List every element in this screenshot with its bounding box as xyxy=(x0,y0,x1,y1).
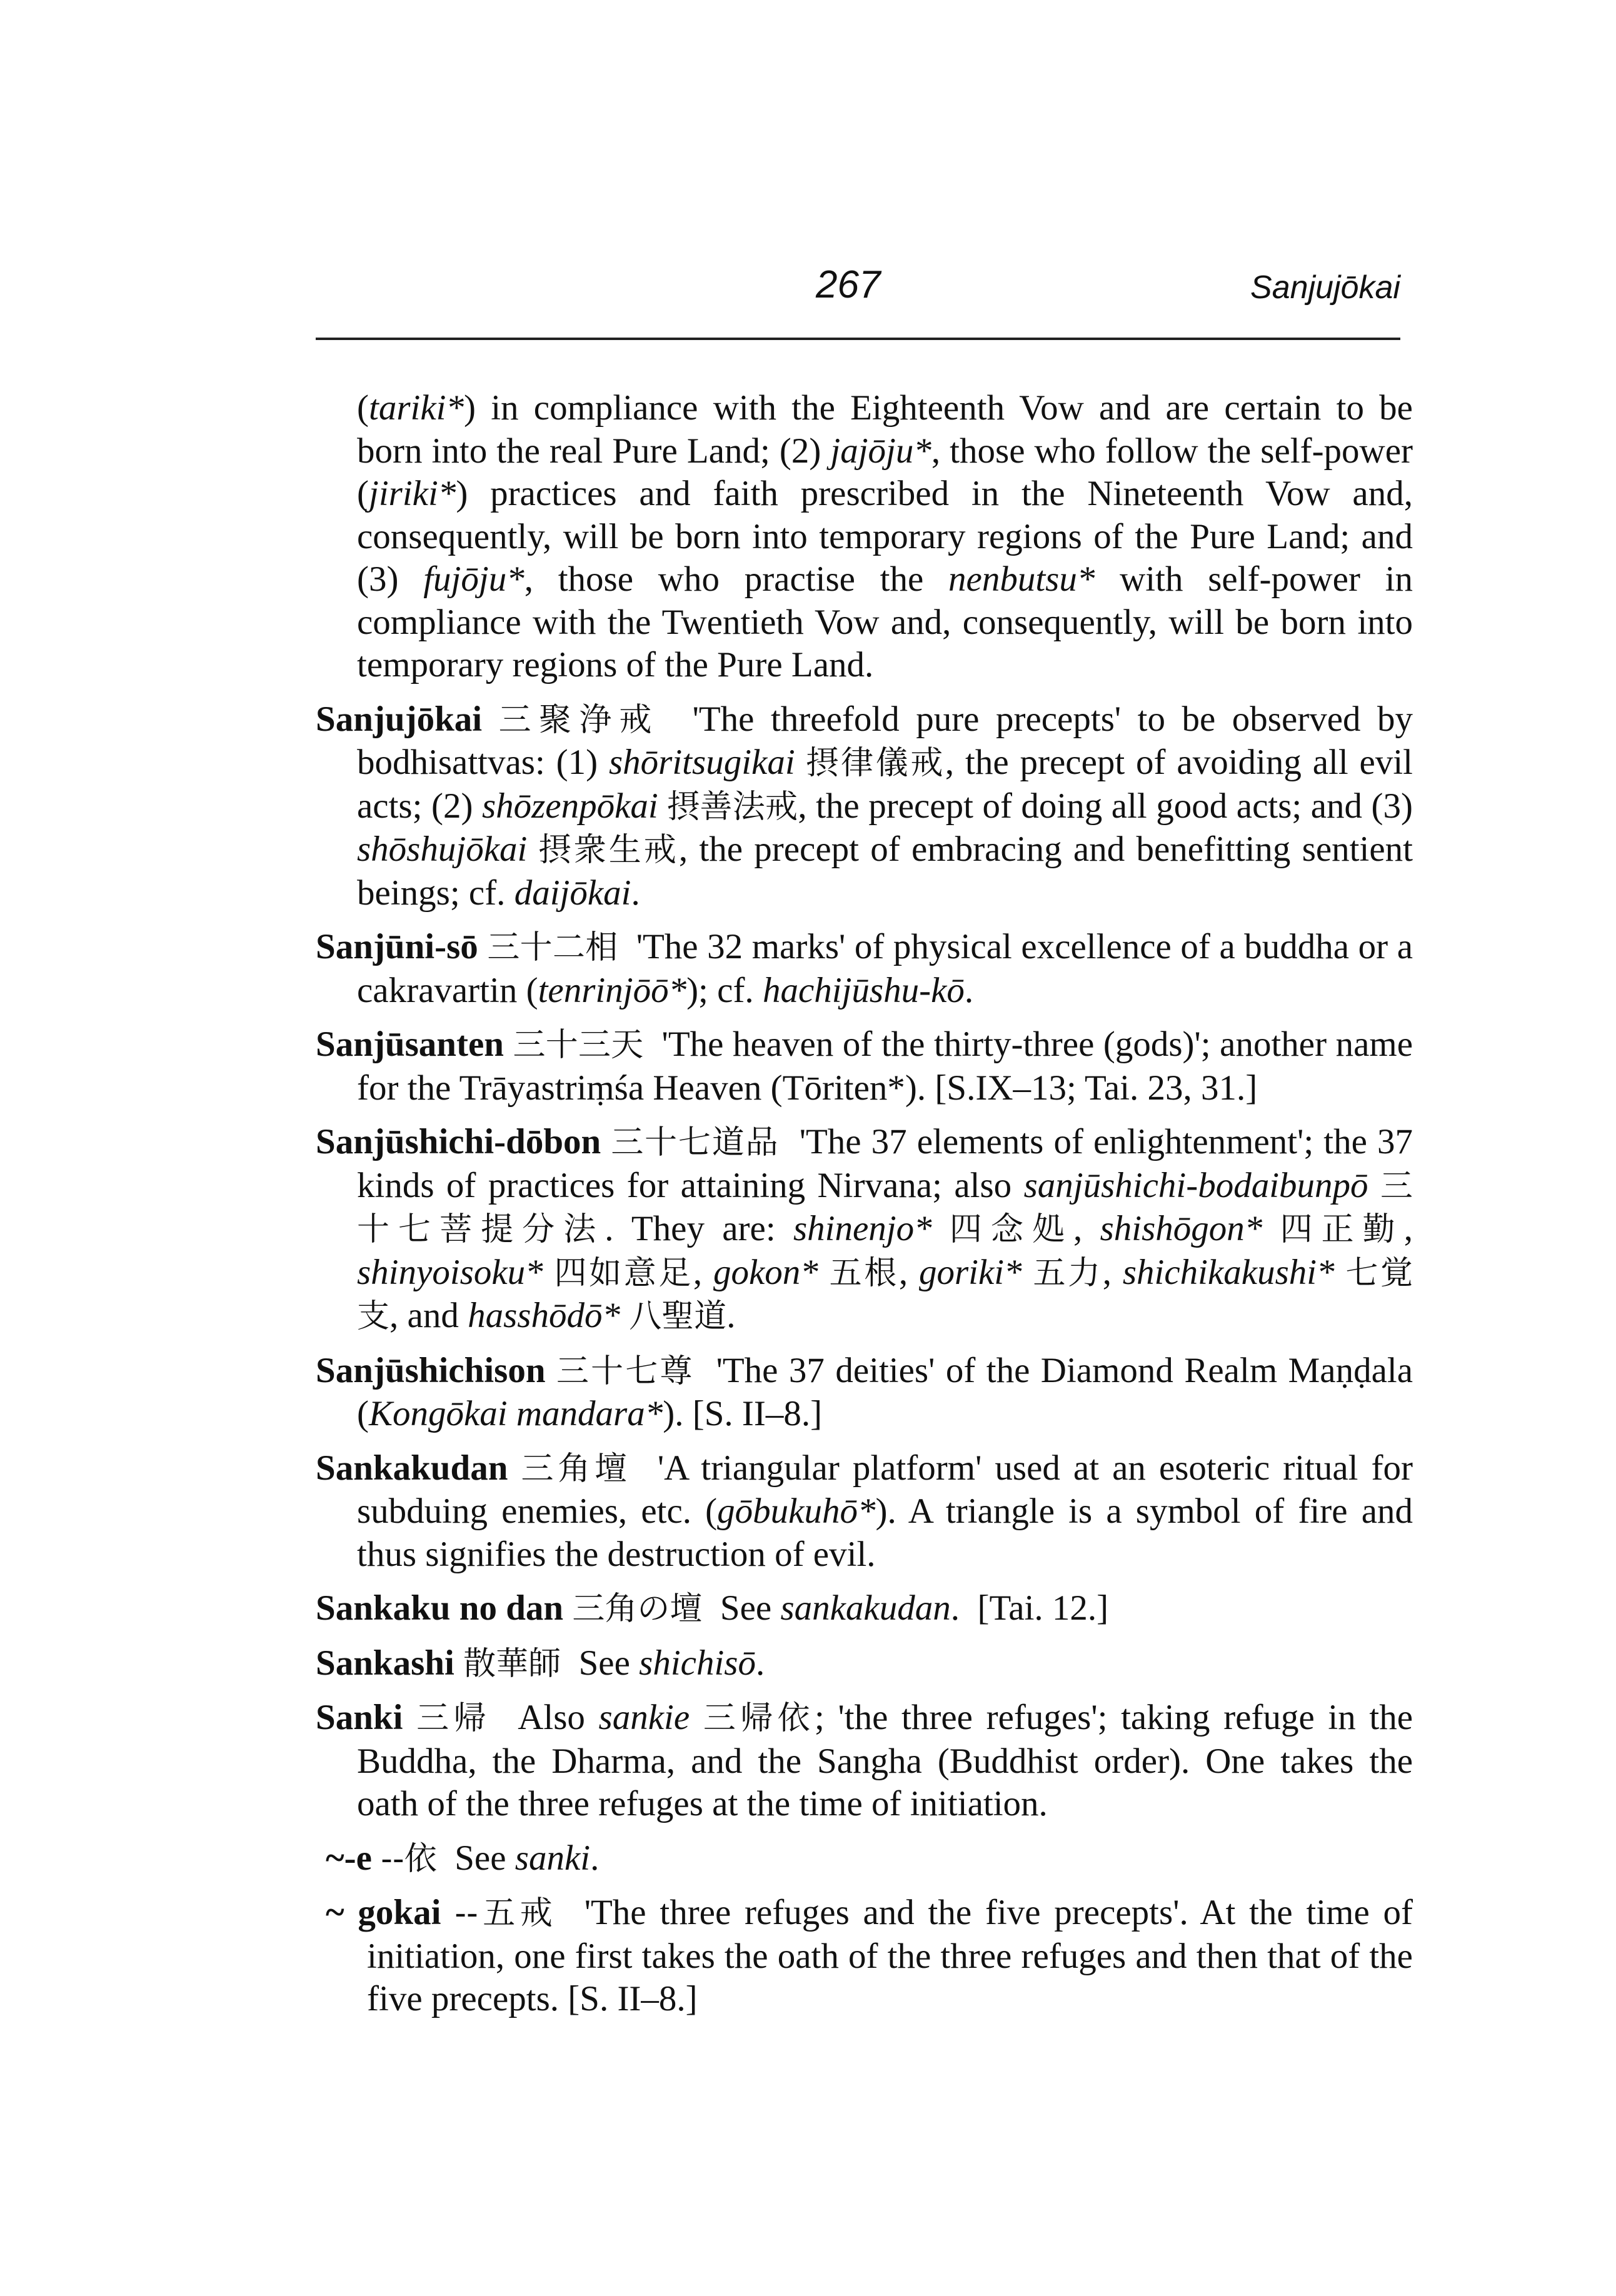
source-reference: [S. II–8.] xyxy=(692,1394,823,1433)
subentry-sanki-e: ~-e --依 See sanki. xyxy=(326,1838,600,1878)
running-head: Sanjujōkai xyxy=(1250,269,1400,306)
headword-kanji: --五戒 xyxy=(454,1895,558,1932)
headword: Sanki xyxy=(316,1698,403,1737)
headword: Sanjūshichison xyxy=(316,1350,546,1390)
entry-sanjushichi-dobon: Sanjūshichi-dōbon 三十七道品 'The 37 elements of enlightenment'; the 37 kinds of practices for attaining Nirvana; also sanjūshichi-bodaibunpō 三十七菩提分法. They are: shinenjo* 四念処, shishōgon* 四正勤, shinyoisoku* 四如意足, gokon* 五根, goriki* 五力, shichikakushi* 七覚支, and hasshōdō* 八聖道. xyxy=(316,1122,1413,1335)
entry-sankakudan: Sankakudan 三角壇 'A triangular platform' used at an esoteric ritual for subduing enemies, etc. (gōbukuhō*). A triangle is a symbol of fire and thus signifies the destruction of evil. xyxy=(316,1448,1413,1574)
subentry-sanki-gokai: ~ gokai --五戒 'The three refuges and the five precepts'. At the time of initiation, one first takes the oath of the three refuges and then that of the five precepts. [S. II–8.] xyxy=(326,1893,1413,2018)
entry-sanjusanten: Sanjūsanten 三十三天 'The heaven of the thirty-three (gods)'; another name for the Trāyastriṃśa Heaven (Tōriten*). [S.IX–13; Tai. 23, 31.] xyxy=(316,1025,1413,1108)
headword-kanji: 三帰 xyxy=(416,1700,491,1737)
headword: Sankashi xyxy=(316,1643,454,1683)
entry-sankashi: Sankashi 散華師 See shichisō. xyxy=(316,1643,765,1683)
headword: Sanjūsanten xyxy=(316,1025,504,1064)
headword: Sankakudan xyxy=(316,1448,508,1488)
headword-kanji: 三角壇 xyxy=(521,1450,631,1488)
cross-reference: shichisō xyxy=(639,1643,756,1683)
page-number: 267 xyxy=(816,263,881,306)
headword-kanji: --依 xyxy=(381,1840,437,1878)
source-reference: [S. II–8.] xyxy=(568,1979,698,2018)
headword: Sanjujōkai xyxy=(316,699,483,739)
headword-kanji: 三十三天 xyxy=(513,1026,644,1064)
headword-kanji: 三十七道品 xyxy=(611,1124,780,1161)
entry-sanki: Sanki 三帰 Also sankie 三帰依; 'the three refuges'; taking refuge in the Buddha, the Dharma, and the Sangha (Buddhist order). One takes the oath of the three refuges at the time of initiation. xyxy=(316,1698,1413,1823)
page-header xyxy=(316,263,1400,340)
cross-reference: sankakudan xyxy=(780,1588,951,1628)
entry-sanjuniso: Sanjūni-sō 三十二相 'The 32 marks' of physical excellence of a buddha or a cakravartin (tenrinjōō*); cf. hachijūshu-kō. xyxy=(316,927,1413,1010)
headword-kanji: 三十二相 xyxy=(487,929,618,966)
entry-sanjushichison: Sanjūshichison 三十七尊 'The 37 deities' of the Diamond Realm Maṇḍala (Kongōkai mandara*). [S. II–8.] xyxy=(316,1350,1413,1433)
continuation-paragraph: (tariki*) in compliance with the Eighteenth Vow and are certain to be born into the real Pure Land; (2) jajōju*, those who follow the self-power (jiriki*) practices and faith prescribed in the Nineteenth Vow and, consequently, will be born into temporary regions of the Pure Land; and (3) fujōju*, those who practise the nenbutsu* with self-power in compliance with the Twentieth Vow and, consequently, will be born into temporary regions of the Pure Land. xyxy=(357,388,1413,684)
entry-sanjujokai: Sanjujōkai 三聚浄戒 'The threefold pure precepts' to be observed by bodhisattvas: (1) shōritsugikai 摂律儀戒, the precept of avoiding all evil acts; (2) shōzenpōkai 摂善法戒, the precept of doing all good acts; and (3) shōshujōkai 摂衆生戒, the precept of embracing and benefitting sentient beings; cf. daijōkai. xyxy=(316,699,1413,913)
headword: Sankaku no dan xyxy=(316,1588,564,1628)
headword-kanji: 三聚浄戒 xyxy=(498,701,660,739)
source-reference: [S.IX–13; Tai. 23, 31.] xyxy=(935,1068,1258,1108)
headword-kanji: 三角の壇 xyxy=(572,1590,703,1628)
cross-reference: sanki xyxy=(514,1838,591,1878)
headword: ~-e xyxy=(326,1838,372,1878)
headword-kanji: 三十七尊 xyxy=(556,1352,695,1390)
headword: ~ gokai xyxy=(326,1893,441,1932)
headword-kanji: 散華師 xyxy=(463,1645,561,1683)
source-reference: [Tai. 12.] xyxy=(977,1588,1109,1628)
entry-sankaku-no-dan: Sankaku no dan 三角の壇 See sankakudan. [Tai. 12.] xyxy=(316,1588,1109,1628)
headword: Sanjūshichi-dōbon xyxy=(316,1122,601,1161)
dictionary-body xyxy=(316,351,1413,2032)
headword: Sanjūni-sō xyxy=(316,927,478,966)
